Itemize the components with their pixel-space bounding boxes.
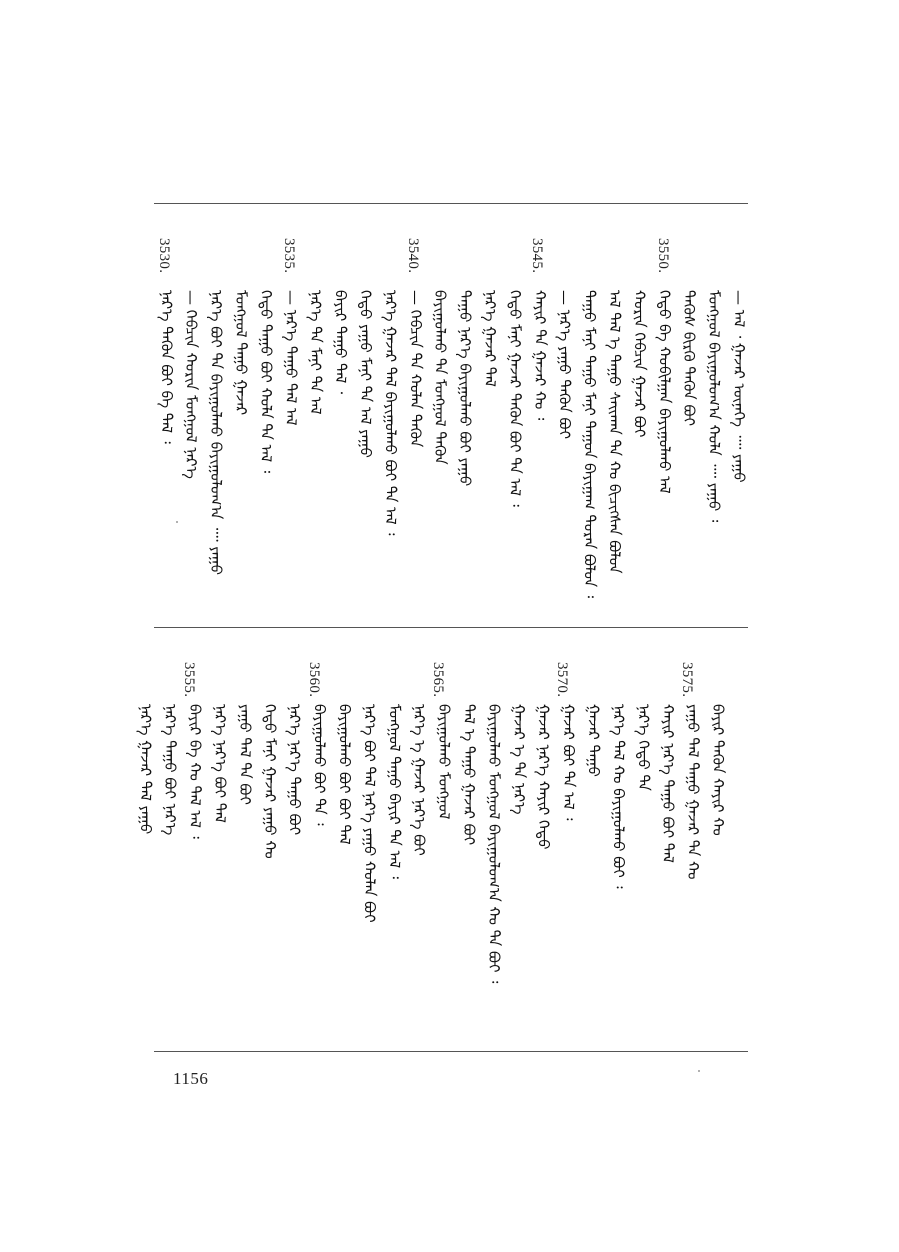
line-number: 3545.: [529, 238, 545, 274]
verse-line: ᠨᠡᠷ᠎ᠡ ᠬᠡᠳᠦ ᠲᠡ: [634, 704, 653, 791]
verse-line: ᠪᠠᠶᠢᠭᠤᠯᠬᠤ ᠮᠣᠩᠭᠤᠯ: [435, 704, 454, 820]
verse-line: ᠶᠠᠭᠤ ᠲᠠᠯ ᠳᠠᠭᠤ ᠭᠠᠵᠠᠷ ᠲᠡ ᠬᠣ: [684, 704, 703, 880]
verse-line: ᠬᠡᠳᠦ ᠮᠠᠨᠢ ᠭᠠᠵᠠᠷ ᠶᠠᠭᠤ ᠬᠣ: [260, 704, 279, 859]
verse-line: ᠮᠣᠩᠭᠤᠯ ᠪᠠᠶᠢᠭᠤᠯᠤᠭ᠎ᠠ ᠬᠣᠯᠠ ᠁ ᠶᠠᠭᠤ ᠄: [705, 290, 724, 523]
verse-line: ᠨᠡᠷ᠎ᠡ ᠲᠡᠭᠦᠨ ᠪᠤᠢ ᠪᠠ ᠲᠠᠯ ᠄: [157, 290, 176, 444]
verse-line: ᠠᠯ ᠲᠠᠯ ᠡ ᠳᠠᠭᠤ ᠰᠠᠢᠬᠠᠨ ᠲᠡ ᠬᠣ ᠪᠢᠴᠢᠭᠰᠡᠨ ᠪᠣᠯᠤᠨ: [605, 290, 624, 574]
verse-line: ᠨᠡᠷ᠎ᠡ ᠨᠡᠷ᠎ᠡ ᠳᠠᠭᠤ ᠪᠤᠢ: [285, 704, 304, 836]
line-number: 3565.: [430, 662, 446, 698]
verse-line: ᠪᠠᠶᠢᠭᠤᠯᠬᠤ ᠲᠡ ᠮᠣᠩᠭᠤᠯ ᠲᠡᠭᠦᠨ: [431, 290, 450, 465]
verse-line: ᠭᠠᠵᠠᠷ ᠨᠡᠷ᠎ᠡ ᠬᠠᠶᠢᠷ ᠬᠡᠳᠦ: [534, 704, 553, 850]
line-number: 3550.: [655, 238, 671, 274]
verse-line: ᠨᠡᠷ᠎ᠡ ᠭᠠᠵᠠᠷ ᠲᠠᠯ: [481, 290, 499, 387]
page-number: 1156: [173, 1069, 209, 1088]
line-number: 3530.: [156, 238, 172, 274]
verse-line: — ᠬᠡᠪᠴᠢᠨ ᠬᠣᠷᠢᠨ ᠮᠣᠩᠭᠤᠯ ᠨᠡᠷ᠎ᠡ: [182, 290, 201, 479]
line-number: 3555.: [181, 662, 197, 698]
verse-line: — ᠬᠡᠪᠴᠢᠨ ᠲᠡ ᠬᠣᠯᠠᠨ ᠲᠡᠭᠦᠨ: [406, 290, 425, 448]
scan-speck: [698, 1070, 700, 1072]
verse-line: ᠨᠡᠷ᠎ᠡ ᠪᠤᠢ ᠲᠠᠯ ᠨᠡᠷ᠎ᠡ ᠶᠠᠭᠤ ᠬᠣᠯᠠᠨ ᠪᠤᠢ: [360, 704, 379, 923]
verse-line: ᠮᠣᠩᠭᠤᠯ ᠳᠠᠭᠤ ᠪᠠᠶᠢᠷ ᠲᠡ ᠠᠯ ᠄: [385, 704, 404, 879]
line-number: 3535.: [281, 238, 297, 274]
verse-line: ᠨᠡᠷ᠎ᠡ ᠲᠠᠯ ᠬᠣ ᠪᠠᠶᠢᠭᠤᠯᠬᠤ ᠪᠤᠢ ᠄: [609, 704, 628, 889]
verse-line: ᠭᠠᠵᠠᠷ ᠳᠠᠭᠤ: [584, 704, 603, 777]
verse-line: ᠬᠡᠳᠦ ᠶᠠᠭᠤ ᠮᠠᠨᠢ ᠲᠡ ᠠᠯ ᠶᠠᠭᠤ: [356, 290, 375, 458]
verse-line: ᠨᠡᠷ᠎ᠡ ᠪᠤᠢ ᠲᠡ ᠪᠠᠶᠢᠭᠤᠯᠬᠤ ᠪᠠᠶᠢᠭᠤᠯᠤᠭ᠎ᠠ ᠁ ᠶᠠᠭᠤ: [207, 290, 226, 575]
verse-line: ᠪᠠᠶᠢᠭᠤᠯᠬᠤ ᠪᠤᠢ ᠲᠡ ᠄: [310, 704, 329, 826]
bottom-rule: [154, 1051, 748, 1052]
verse-line: ᠲᠠᠯ ᠡ ᠳᠠᠭᠤ ᠭᠠᠵᠠᠷ ᠪᠤᠢ: [460, 704, 478, 846]
verse-line: ᠬᠠᠶᠢᠷ ᠲᠡ ᠭᠠᠵᠠᠷ ᠬᠣ ᠄: [530, 290, 549, 421]
verse-line: ᠭᠠᠵᠠᠷ ᠡ ᠲᠡ ᠨᠡᠷ᠎ᠡ: [509, 704, 528, 815]
verse-line: ᠳᠠᠭᠤ ᠮᠠᠨᠢ ᠳᠠᠭᠤ ᠮᠠᠨᠢ ᠳᠠᠭᠤᠨ ᠪᠠᠶᠢᠭᠠᠭ ᠳᠤᠷᠠᠨ ᠪᠣᠯᠤᠨ ᠄: [580, 290, 599, 599]
line-number: 3540.: [405, 238, 421, 274]
verse-line: ᠪᠠᠶᠢᠭᠤᠯᠬᠤ ᠪᠤᠢ ᠪᠤᠢ ᠲᠠᠯ: [335, 704, 354, 845]
top-rule: [154, 203, 748, 204]
scan-speck: [176, 521, 178, 523]
verse-line: ᠭᠠᠵᠠᠷ ᠪᠤᠢ ᠲᠡ ᠠᠯ ᠄: [559, 704, 578, 821]
verse-line: ᠪᠠᠶᠢᠭᠤᠯᠬᠤ ᠮᠣᠩᠭᠤᠯ ᠪᠠᠶᠢᠭᠤᠯᠤᠭ᠎ᠠ ᠬᠣ ᠲᠡ ᠪᠤᠢ ᠄: [484, 704, 503, 984]
verse-line: ᠨᠡᠷ᠎ᠡ ᠲᠡ ᠮᠠᠨᠢ ᠲᠡ ᠠᠯ: [306, 290, 325, 415]
verse-line: ᠪᠠᠶᠢᠷ ᠲᠡᠭᠦᠨ ᠬᠠᠶᠢᠷ ᠬᠣ: [709, 704, 727, 836]
verse-line: ᠲᠡᠭᠦᠰ ᠪᠢᠷᠬᠦ ᠲᠡᠭᠦᠨ ᠪᠤᠢ: [680, 290, 699, 426]
verse-line: ᠨᠡᠷ᠎ᠡ ᠨᠡᠷ᠎ᠡ ᠪᠤᠢ ᠲᠠᠯ: [211, 704, 229, 823]
verse-line: ᠮᠣᠩᠭᠤᠯ ᠳᠠᠭᠤ ᠭᠠᠵᠠᠷ: [232, 290, 250, 416]
verse-line: ᠪᠠᠶᠢᠷ ᠳᠠᠭᠤ ᠲᠠᠯ ᠂: [331, 290, 350, 395]
verse-line: ᠬᠡᠳᠦ ᠪᠠ ᠬᠣᠪᠢᠯᠭᠠᠨ ᠪᠠᠶᠢᠭᠤᠯᠬᠤ ᠠᠯ: [655, 290, 674, 494]
verse-line: ᠨᠡᠷ᠎ᠡ ᠭᠠᠵᠠᠷ ᠲᠠᠯ ᠶᠠᠭᠤ: [136, 704, 155, 835]
verse-line: ᠨᠡᠷ᠎ᠡ ᠭᠠᠵᠠᠷ ᠲᠠᠯ ᠪᠠᠶᠢᠭᠤᠯᠬᠤ ᠪᠤᠢ ᠲᠡ ᠠᠯ ᠄: [381, 290, 400, 536]
verse-line: ᠬᠠᠶᠢᠷ ᠨᠡᠷ᠎ᠡ ᠳᠠᠭᠤ ᠪᠤᠢ ᠲᠠᠯ: [659, 704, 678, 863]
verse-line: — ᠨᠡᠷ᠎ᠡ ᠶᠠᠭᠤ ᠲᠡᠭᠦᠨ ᠪᠤᠢ: [555, 290, 574, 439]
verse-line: ᠨᠡᠷ᠎ᠡ ᠳᠠᠭᠤ ᠪᠤᠢ ᠨᠡᠷ᠎ᠡ: [161, 704, 180, 836]
verse-line: ᠳᠠᠭᠤ ᠨᠡᠷ᠎ᠡ ᠪᠠᠶᠢᠭᠤᠯᠬᠤ ᠪᠤᠢ ᠶᠠᠭᠤ: [456, 290, 475, 487]
line-number: 3575.: [679, 662, 695, 698]
middle-rule: [154, 627, 748, 628]
verse-line: — ᠠᠯ ᠂ ᠭᠠᠵᠠᠷ ᠦᠨᠡᠭᠡ ᠁ ᠶᠠᠭᠤ: [730, 290, 748, 483]
verse-line: ᠬᠣᠷᠢᠨ ᠬᠡᠪᠴᠢᠨ ᠭᠠᠵᠠᠷ ᠪᠤᠢ: [630, 290, 649, 438]
verse-line: ᠬᠡᠳᠦ ᠳᠠᠭᠤ ᠪᠤᠢ ᠬᠣᠯᠠ ᠲᠡ ᠠᠯ ᠄: [256, 290, 275, 474]
verse-line: — ᠨᠡᠷ᠎ᠡ ᠳᠠᠭᠤ ᠲᠠᠯ ᠠᠯ: [281, 290, 300, 426]
line-number: 3560.: [306, 662, 322, 698]
verse-line: ᠨᠡᠷ᠎ᠡ ᠡ ᠭᠠᠵᠠᠷ ᠨᠡᠷ᠎ᠡ ᠪᠤᠢ: [410, 704, 429, 856]
line-number: 3570.: [554, 662, 570, 698]
verse-line: ᠬᠡᠳᠦ ᠮᠠᠨᠢ ᠭᠠᠵᠠᠷ ᠲᠡᠭᠦᠨ ᠪᠤᠢ ᠲᠡ ᠠᠯ ᠄: [505, 290, 524, 507]
verse-line: ᠪᠠᠶᠢᠷ ᠪᠠ ᠬᠣ ᠲᠠᠯ ᠠᠯ ᠄: [186, 704, 205, 839]
verse-line: ᠶᠠᠭᠤ ᠲᠠᠯ ᠲᠡ ᠪᠤᠢ: [235, 704, 254, 805]
